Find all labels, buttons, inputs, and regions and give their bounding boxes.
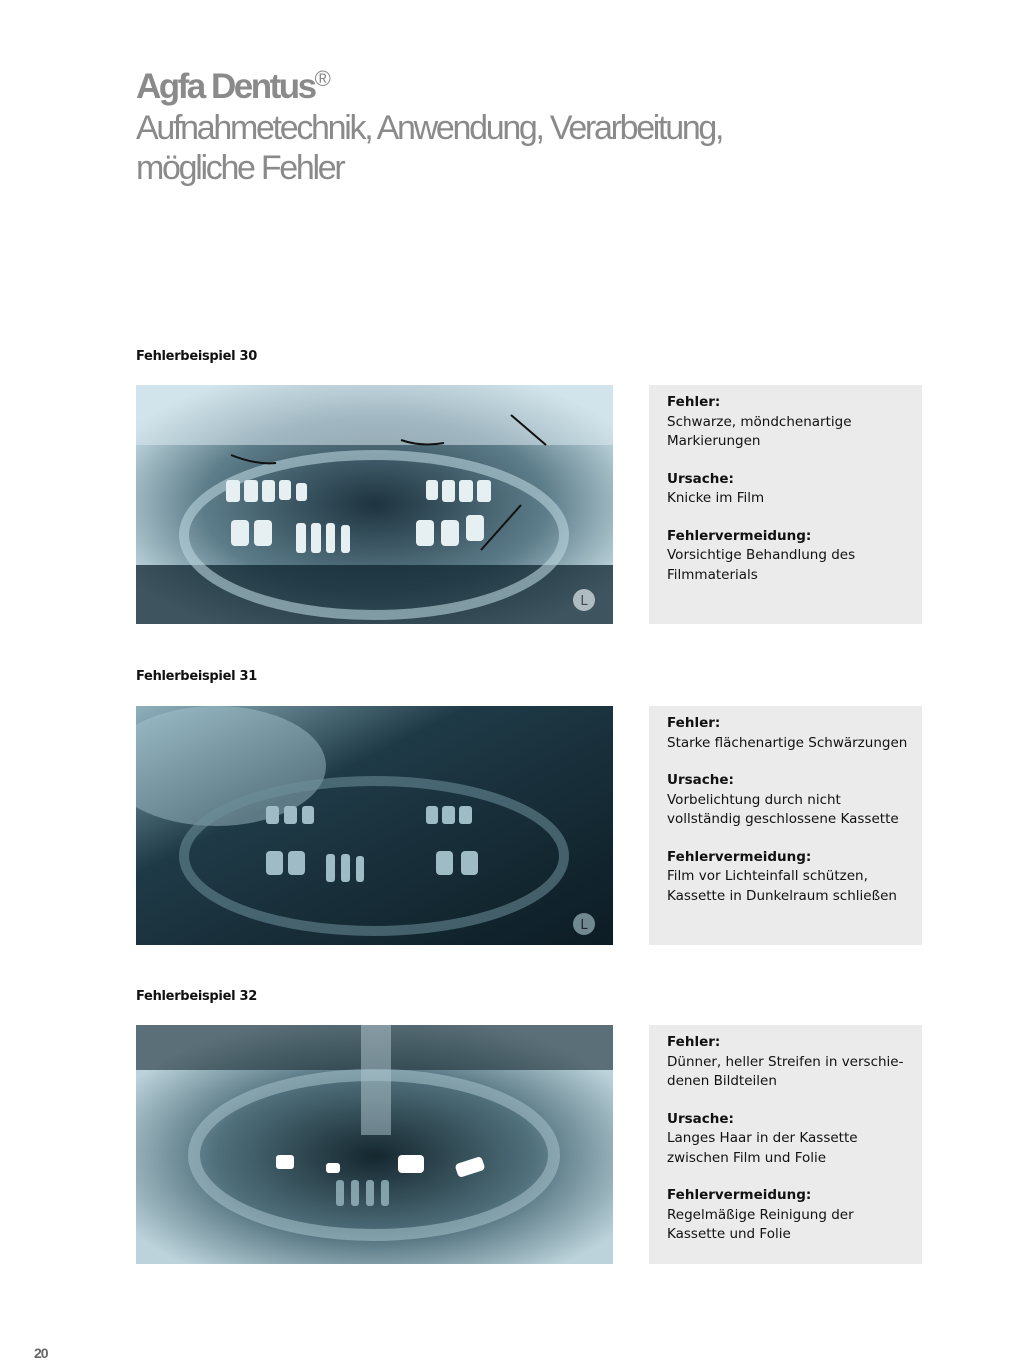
ursache-term-31: Ursache: [667,772,734,788]
example-32-label: Fehlerbeispiel 32 [136,989,257,1004]
xray-image-32 [136,1025,613,1264]
example-30-label: Fehlerbeispiel 30 [136,349,257,364]
xray-image-30 [136,385,613,624]
vermeidung-text-32: Regelmäßige Reinigung der Kassette und Folie [667,1206,854,1242]
fehler-text-31: Starke flächenartige Schwärzungen [667,734,908,751]
example-31-label: Fehlerbeispiel 31 [136,669,257,684]
page-number: 20 [34,1345,48,1361]
vermeidung-term-31: Fehlervermeidung: [667,848,812,865]
fehler-text-32: Dünner, heller Streifen in verschie-denen Bildteilen [667,1053,904,1089]
image-marker-30: L [580,594,588,609]
vermeidung-text-31: Film vor Lichteinfall schützen, Kassette in Dunkelraum schließen [667,868,897,904]
vermeidung-term-32: Fehlervermeidung: [667,1187,812,1203]
page-subtitle [136,108,756,188]
ursache-text-32: Langes Haar in der Kassette zwischen Film und Folie [667,1130,858,1166]
header [136,58,836,188]
image-marker-31: L [580,918,588,933]
registered-mark: ® [314,66,331,91]
brand-title: Agfa Dentus® [136,66,331,106]
ursache-text-30: Knicke im Film [667,490,765,506]
infobox-30 [649,385,922,624]
ursache-term-32: Ursache: [667,1110,734,1127]
fehler-term-30: Fehler: [667,394,721,410]
fehler-text-30: Schwarze, möndchenartige Markierungen [667,413,852,449]
xray-image-31 [136,706,613,945]
subtitle-line-2: mögliche Fehler [136,149,344,187]
vermeidung-term-30: Fehlervermeidung: [667,527,812,544]
fehler-term-32: Fehler: [667,1034,721,1050]
infobox-32 [649,1025,922,1264]
ursache-text-31: Vorbelichtung durch nicht vollständig geschlossene Kassette [667,791,899,827]
infobox-31 [649,706,922,945]
ursache-term-30: Ursache: [667,470,734,487]
subtitle-line-1: Aufnahmetechnik, Anwendung, Verarbeitung, [136,109,723,147]
fehler-term-31: Fehler: [667,715,721,731]
vermeidung-text-30: Vorsichtige Behandlung des Filmmaterials [667,547,856,583]
